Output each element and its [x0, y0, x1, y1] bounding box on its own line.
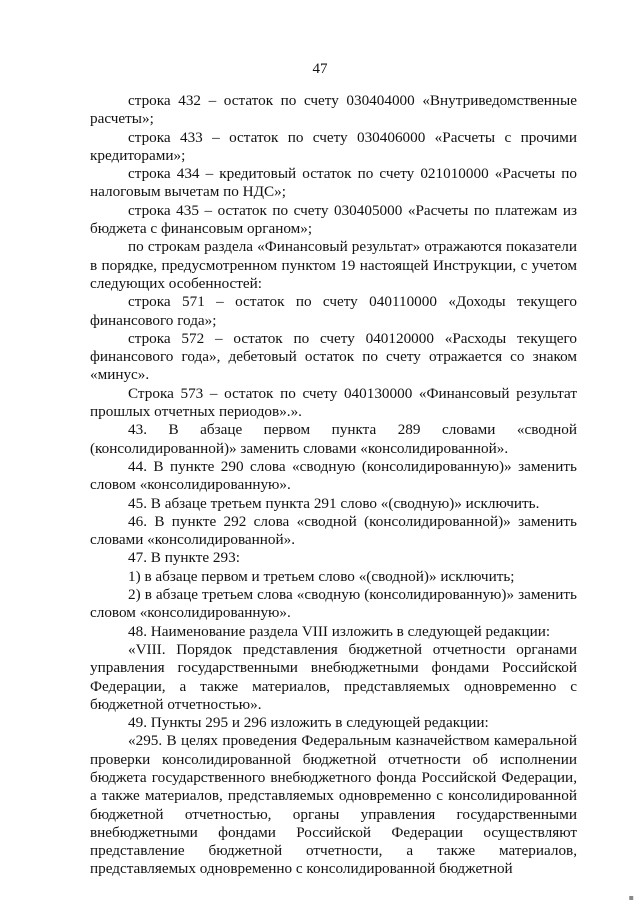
paragraph: 2) в абзаце третьем слова «сводную (консолидированную)» заменить словом «консолидированную».	[90, 586, 577, 622]
paragraph: «VIII. Порядок представления бюджетной отчетности органами управления государственными внебюджетными фондами Российской Федерации, а также материалов, представляемых одновременно с бюджетной отчетностью».	[90, 640, 577, 713]
scan-mark: ▪	[628, 893, 634, 902]
paragraph: строка 433 – остаток по счету 030406000 «Расчеты с прочими кредиторами»;	[90, 128, 577, 164]
paragraph: 43. В абзаце первом пункта 289 словами «сводной (консолидированной)» заменить словами «консолидированной».	[90, 421, 577, 457]
paragraph: строка 434 – кредитовый остаток по счету 021010000 «Расчеты по налоговым вычетам по НДС»;	[90, 165, 577, 201]
paragraph: 49. Пункты 295 и 296 изложить в следующей редакции:	[128, 714, 489, 732]
paragraph: «295. В целях проведения Федеральным казначейством камеральной проверки консолидированной бюджетной отчетности об исполнении бюджета государственного внебюджетного фонда Российской Федерации, а также материалов, представляемых одновременно с консолидированной бюджетной отчетностью, органы управления государственными внебюджетными фондами Российской Федерации осуществляют представление бюджетной отчетности, а также материалов, представляемых одновременно с консолидированной бюджетной	[90, 732, 577, 878]
paragraph: 47. В пункте 293:	[128, 549, 240, 567]
paragraph: Строка 573 – остаток по счету 040130000 «Финансовый результат прошлых отчетных периодов».».	[90, 384, 577, 421]
paragraph: 45. В абзаце третьем пункта 291 слово «(сводную)» исключить.	[128, 494, 540, 512]
paragraph: строка 435 – остаток по счету 030405000 «Расчеты по платежам из бюджета с финансовым органом»;	[90, 201, 577, 238]
paragraph: строка 571 – остаток по счету 040110000 «Доходы текущего финансового года»;	[90, 293, 577, 329]
paragraph: строка 572 – остаток по счету 040120000 «Расходы текущего финансового года», дебетовый остаток по счету отражается со знаком «минус».	[90, 329, 577, 384]
document-body	[90, 92, 577, 879]
paragraph: строка 432 – остаток по счету 030404000 «Внутриведомственные расчеты»;	[90, 92, 577, 128]
paragraph: 48. Наименование раздела VIII изложить в следующей редакции:	[128, 622, 551, 640]
paragraph: по строкам раздела «Финансовый результат» отражаются показатели в порядке, предусмотренном пунктом 19 настоящей Инструкции, с учетом следующих особенностей:	[90, 238, 577, 292]
page-number: 47	[312, 61, 328, 77]
paragraph: 46. В пункте 292 слова «сводной (консолидированной)» заменить словами «консолидированной».	[90, 512, 577, 549]
paragraph: 1) в абзаце первом и третьем слово «(сводной)» исключить;	[128, 567, 515, 585]
paragraph: 44. В пункте 290 слова «сводную (консолидированную)» заменить словом «консолидированную».	[90, 457, 577, 494]
